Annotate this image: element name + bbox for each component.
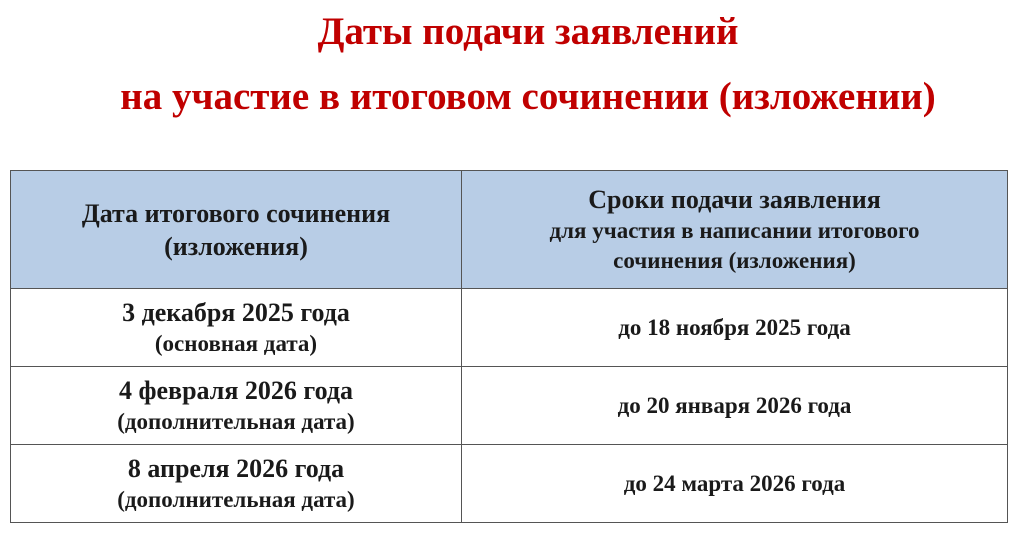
header-deadline-line-3: сочинения (изложения) xyxy=(613,248,856,273)
table-row xyxy=(11,367,1008,445)
table-row xyxy=(11,289,1008,367)
table-row xyxy=(11,445,1008,523)
exam-date-cell xyxy=(11,289,462,367)
exam-date: 4 февраля 2026 года xyxy=(119,376,353,405)
exam-date: 3 декабря 2025 года xyxy=(122,298,350,327)
deadline: до 18 ноября 2025 года xyxy=(618,314,851,340)
deadline-cell xyxy=(462,289,1008,367)
header-exam-date-line-1: Дата итогового сочинения xyxy=(81,198,391,228)
exam-date-note: (дополнительная дата) xyxy=(117,409,355,434)
deadline: до 20 января 2026 года xyxy=(617,392,852,418)
deadline-cell xyxy=(462,367,1008,445)
exam-date-note: (основная дата) xyxy=(154,331,318,356)
header-deadline-line-2: для участия в написании итогового xyxy=(549,218,920,243)
exam-date: 8 апреля 2026 года xyxy=(127,454,345,483)
exam-date-cell xyxy=(11,445,462,523)
dates-table xyxy=(10,170,1008,523)
page-title-line-2: на участие в итоговом сочинении (изложении) xyxy=(120,75,936,118)
page-title-line-1: Даты подачи заявлений xyxy=(317,10,739,53)
header-deadline-line-1: Сроки подачи заявления xyxy=(588,185,881,214)
deadline-cell xyxy=(462,445,1008,523)
deadline: до 24 марта 2026 года xyxy=(623,470,846,496)
header-exam-date-line-2: (изложения) xyxy=(164,231,308,261)
table-header-row xyxy=(11,171,1008,289)
exam-date-note: (дополнительная дата) xyxy=(117,487,355,512)
header-deadline xyxy=(462,171,1008,289)
exam-date-cell xyxy=(11,367,462,445)
header-exam-date xyxy=(11,171,462,289)
